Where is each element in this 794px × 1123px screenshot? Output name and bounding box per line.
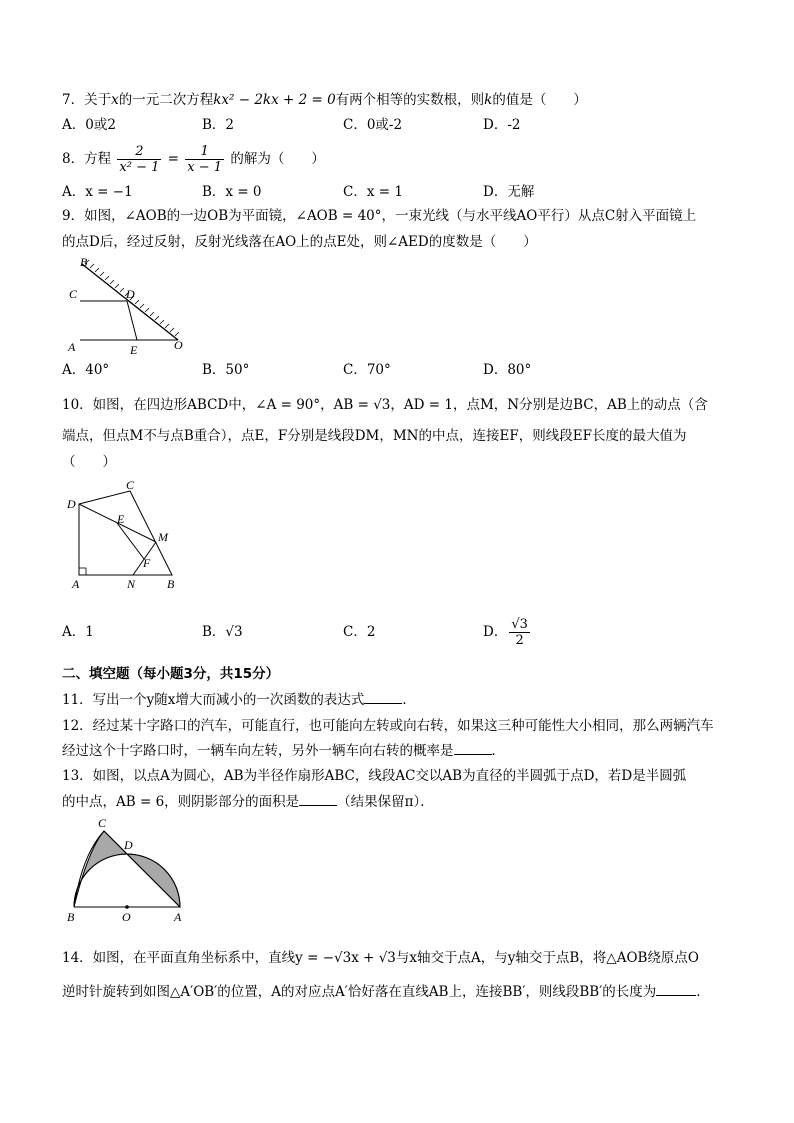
q9-option-a: A．40°	[62, 362, 110, 378]
q14-line1: 14．如图，在平面直角坐标系中，直线y = −√3x + √3与x轴交于点A，与y轴交于点B，将△AOB绕原点O	[62, 950, 699, 966]
mirror-ob	[82, 264, 178, 340]
q10-line1: 10．如图，在四边形ABCD中，∠A = 90°，AB = √3，AD = 1，点M，N分别是边BC，AB上的动点（含	[62, 397, 708, 413]
q7-option-c: C．0或-2	[343, 117, 403, 133]
q9-label-o: O	[174, 338, 183, 352]
q9-line2: 的点D后，经过反射，反射光线落在AO上的点E处，则∠AED的度数是（ ）	[62, 234, 537, 250]
q8-fraction-left: $\frac{2}{\text{x² − 1}}$	[119, 144, 160, 175]
q8-option-d: D．无解	[483, 184, 535, 200]
q10-label-d: D	[67, 497, 76, 511]
q14-line2: 逆时针旋转到如图△A′OB′的位置，A的对应点A′恰好落在直线AB上，连接BB′，则线段BB′的长度为 ．	[62, 984, 710, 1000]
q10-option-b: B．√3	[202, 624, 243, 640]
q9-option-b: B．50°	[202, 362, 250, 378]
q7-option-a: A．0或2	[62, 117, 116, 133]
section-fill-in-blank-title: 二、填空题（每小题3分，共15分）	[62, 666, 280, 682]
q8-option-a: A．x = −1	[62, 184, 133, 200]
q10-label-m: M	[158, 530, 168, 544]
q10-line2: 端点，但点M不与点B重合），点E，F分别是线段DM，MN的中点，连接EF，则线段EF长度的最大值为	[62, 428, 687, 444]
q10-option-d-fraction: $\frac{√3}{2}$	[511, 617, 528, 648]
q10-option-c: C．2	[343, 624, 376, 640]
q10-label-b: B	[167, 577, 175, 591]
q9-label-c: C	[69, 287, 78, 301]
center-o	[125, 905, 129, 909]
q10-quadrilateral-figure	[62, 478, 192, 593]
q10-label-f: F	[143, 556, 151, 570]
q13-label-a: A	[174, 910, 182, 924]
q8-stem: 8．方程 $\frac{2}{\text{x² − 1}}$ = $\frac{1}{x - 1}$ 的解为（ ）	[62, 144, 325, 175]
q13-line1: 13．如图，以点A为圆心，AB为半径作扇形ABC，线段AC交以AB为直径的半圆弧于点D，若D是半圆弧	[62, 768, 687, 784]
q9-label-e: E	[130, 343, 138, 357]
q14-answer-blank[interactable]	[656, 983, 696, 996]
q13-sector-figure	[62, 815, 197, 925]
q7-option-b: B．2	[202, 117, 235, 133]
q10-label-n: N	[127, 577, 136, 591]
q9-line1: 9．如图，∠AOB的一边OB为平面镜，∠AOB = 40°，一束光线（与水平线AO平行）从点C射入平面镜上	[62, 208, 697, 224]
q12-line2: 经过这个十字路口时，一辆车向左转，另外一辆车向右转的概率是 ．	[62, 743, 505, 759]
q8-option-c: C．x = 1	[343, 184, 403, 200]
q9-label-b: B	[80, 255, 88, 269]
q11-answer-blank[interactable]	[364, 691, 402, 704]
q13-label-o: O	[122, 910, 131, 924]
q7-option-d: D．-2	[483, 117, 521, 133]
q10-option-a: A．1	[62, 624, 94, 640]
q13-line2: 的中点，AB = 6，则阴影部分的面积是 （结果保留π）．	[62, 794, 434, 810]
q10-label-e: E	[117, 512, 125, 526]
segment-ef	[117, 523, 144, 559]
q9-label-a: A	[68, 340, 76, 354]
q10-label-a: A	[72, 577, 80, 591]
q13-label-c: C	[98, 816, 107, 830]
q10-line3: （ ）	[62, 454, 116, 470]
q9-label-d: D	[126, 287, 135, 301]
q10-label-c: C	[126, 478, 135, 492]
q12-answer-blank[interactable]	[454, 742, 492, 755]
q13-answer-blank[interactable]	[299, 793, 337, 806]
q9-option-d: D．80°	[483, 362, 532, 378]
q9-option-c: C．70°	[343, 362, 391, 378]
q13-label-d: D	[124, 838, 133, 852]
segment-ac	[104, 831, 180, 907]
q12-line1: 12．经过某十字路口的汽车，可能直行，也可能向左转或向右转，如果这三种可能性大小相同，那么两辆汽车	[62, 718, 714, 734]
q8-option-b: B．x = 0	[202, 184, 262, 200]
q10-option-d: D． $\frac{√3}{2}$	[483, 617, 528, 648]
q11-stem: 11．写出一个y随x增大而减小的一次函数的表达式 ．	[62, 692, 416, 708]
q13-label-b: B	[67, 910, 75, 924]
q8-fraction-right: $\frac{1}{x - 1}$	[187, 144, 223, 175]
q7-stem: 7．关于x的一元二次方程kx² − 2kx + 2 = 0有两个相等的实数根，则k的值是（ ）	[62, 92, 587, 108]
q9-mirror-figure	[60, 252, 200, 360]
